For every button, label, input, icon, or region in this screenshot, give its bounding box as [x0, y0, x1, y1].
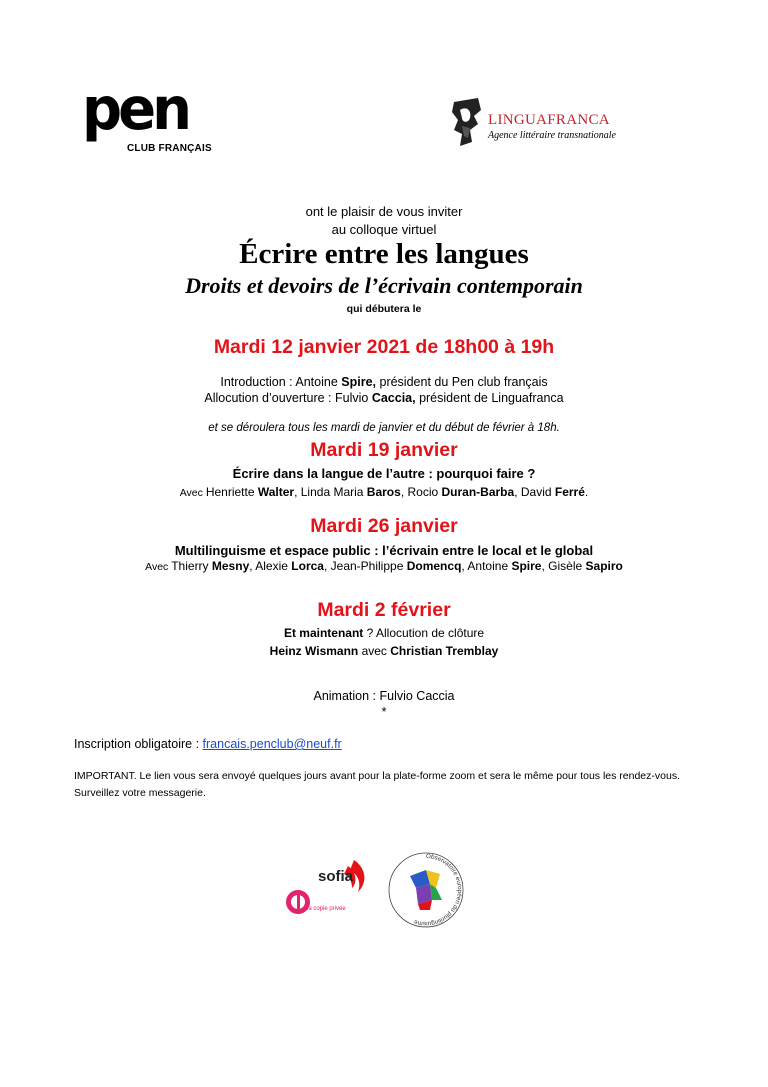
schedule-note: et se déroulera tous les mardi de janvier et du début de février à 18h. — [208, 422, 560, 434]
session-1-speakers: Avec Henriette Walter, Linda Maria Baros, Rocio Duran-Barba, David Ferré. — [179, 485, 589, 499]
session-3-date: Mardi 2 février — [317, 599, 451, 621]
introduction-line: Introduction : Antoine Spire, président du Pen club français — [220, 375, 548, 389]
linguafranca-tagline: Agence littéraire transnationale — [488, 130, 616, 141]
sofia-wordmark: sofia — [318, 868, 354, 885]
pen-club-logo — [82, 75, 232, 158]
invite-line-2: au colloque virtuel — [331, 222, 437, 237]
observatoire-ring-text: Observatoire européen du plurilinguisme — [413, 852, 463, 928]
inscription-label: Inscription obligatoire : — [74, 737, 203, 751]
pen-logo-subtitle: CLUB FRANÇAIS — [127, 143, 212, 154]
session-1-date: Mardi 19 janvier — [310, 439, 458, 461]
copie-privee-wordmark: la copie privée — [307, 906, 346, 912]
linguafranca-emblem-icon — [448, 96, 484, 148]
session-3-line-2: Heinz Wismann avec Christian Tremblay — [269, 644, 499, 658]
linguafranca-name: LINGUAFRANCA — [488, 112, 610, 128]
opening-date: Mardi 12 janvier 2021 de 18h00 à 19h — [213, 336, 555, 358]
starts-label: qui débutera le — [346, 303, 422, 315]
observatoire-plurilinguisme-logo — [386, 850, 466, 930]
invite-line-1: ont le plaisir de vous inviter — [305, 204, 463, 219]
session-3-line-1: Et maintenant ? Allocution de clôture — [283, 626, 485, 640]
pen-logo-word: pen — [82, 75, 188, 144]
animation-line: Animation : Fulvio Caccia — [313, 689, 455, 703]
session-2-speakers: Avec Thierry Mesny, Alexie Lorca, Jean-Philippe Domencq, Antoine Spire, Gisèle Sapiro — [145, 559, 623, 573]
inscription-line — [74, 737, 342, 751]
important-notice: IMPORTANT. Le lien vous sera envoyé quelques jours avant pour la plate-forme zoom et sera le même pour tous les rendez-vous. Surveillez votre messagerie. — [74, 770, 680, 799]
puzzle-figure-icon — [410, 870, 442, 910]
session-2-topic: Multilinguisme et espace public : l’écrivain entre le local et le global — [174, 543, 594, 558]
event-title: Écrire entre les langues — [239, 238, 529, 270]
sofia-copie-privee-logo — [282, 856, 374, 922]
asterisk-separator: * — [381, 705, 387, 719]
session-1-topic: Écrire dans la langue de l’autre : pourquoi faire ? — [232, 466, 536, 481]
registration-email-link[interactable]: francais.penclub@neuf.fr — [202, 737, 342, 751]
opening-address-line: Allocution d’ouverture : Fulvio Caccia, président de Linguafranca — [204, 391, 564, 405]
session-2-date: Mardi 26 janvier — [310, 515, 458, 537]
event-subtitle: Droits et devoirs de l’écrivain contemporain — [185, 273, 583, 298]
linguafranca-logo — [448, 96, 648, 150]
